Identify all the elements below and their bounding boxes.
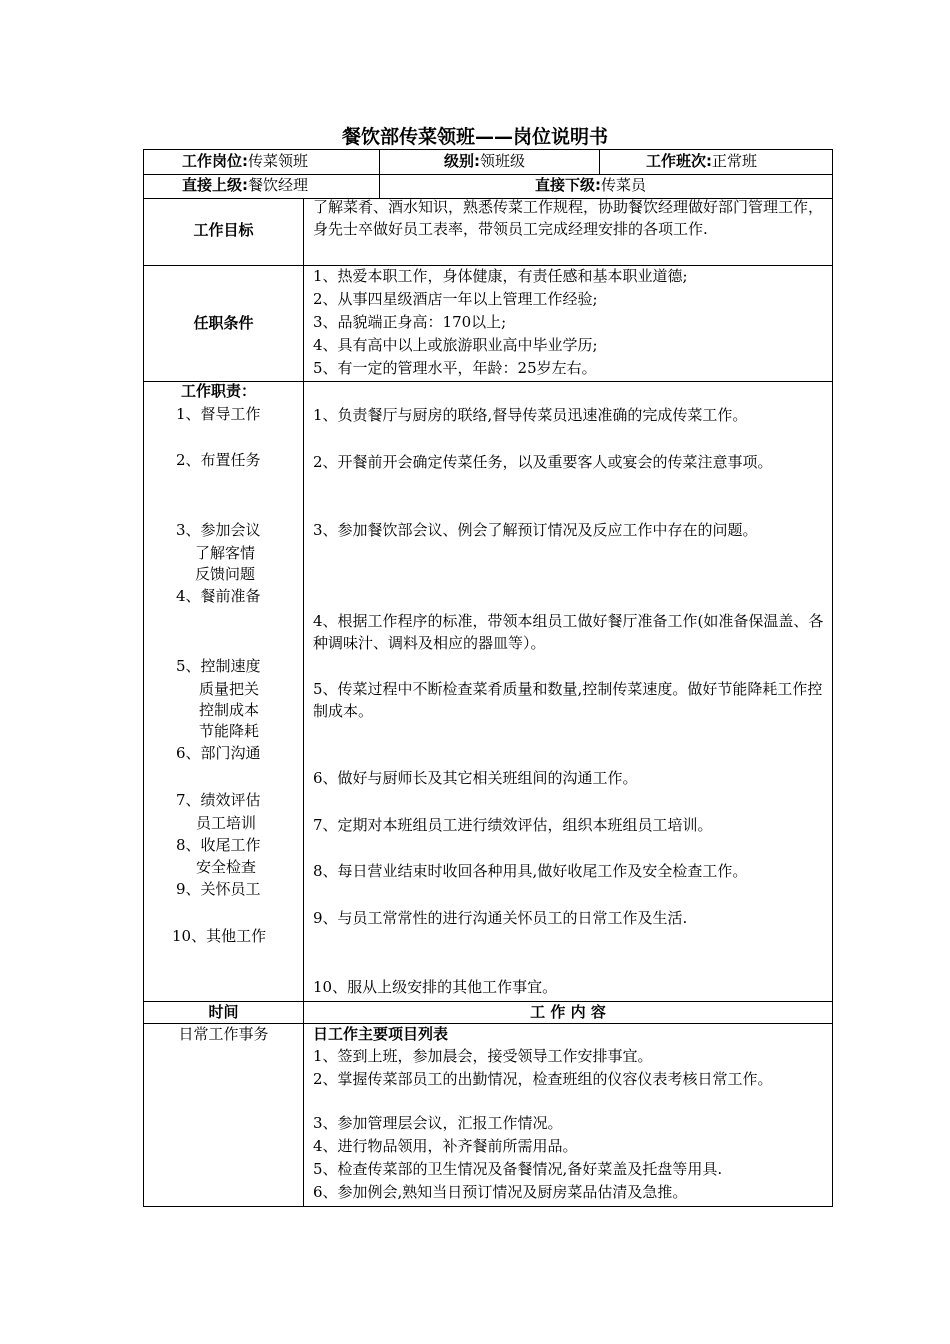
content-header: 工 作 内 容	[530, 1003, 606, 1021]
duty-right-item: 2、开餐前开会确定传菜任务，以及重要客人或宴会的传菜注意事项。	[313, 453, 773, 471]
duty-left-item: 了解客情	[195, 544, 256, 562]
duty-right-item: 10、服从上级安排的其他工作事宜。	[313, 978, 558, 996]
shift-label: 工作班次:	[646, 152, 712, 170]
duty-right-item: 6、做好与厨师长及其它相关班组间的沟通工作。	[313, 769, 638, 787]
duty-left-item: 8、收尾工作	[176, 836, 261, 854]
goal-label: 工作目标	[193, 221, 254, 239]
position-value: 传菜领班	[248, 152, 309, 170]
duty-left-item: 员工培训	[196, 814, 257, 832]
level-field	[444, 150, 525, 172]
duty-left-item: 6、部门沟通	[176, 744, 261, 762]
duty-right-item: 9、与员工常常性的进行沟通关怀员工的日常工作及生活.	[313, 909, 688, 927]
daily-item: 1、签到上班，参加晨会，接受领导工作安排事宜。	[313, 1047, 653, 1065]
position-label: 工作岗位:	[182, 152, 248, 170]
position-field	[182, 150, 308, 172]
duty-left-item: 安全检查	[196, 858, 257, 876]
duty-left-item: 7、绩效评估	[176, 791, 261, 809]
daily-item: 2、掌握传菜部员工的出勤情况，检查班组的仪容仪表考核日常工作。	[313, 1070, 773, 1088]
daily-item: 6、参加例会,熟知当日预订情况及厨房菜品估清及急推。	[313, 1183, 688, 1201]
duty-left-item: 质量把关	[199, 680, 260, 698]
duty-left-item: 节能降耗	[199, 722, 260, 740]
requirement-item: 3、品貌端正身高：170以上;	[313, 313, 507, 331]
duty-right-item: 4、根据工作程序的标准，带领本组员工做好餐厅准备工作(如准备保温盖、各种调味汁、调料及相应的器皿等）。	[313, 612, 824, 652]
subordinate-field	[535, 174, 646, 196]
duties-header: 工作职责：	[181, 382, 257, 400]
duty-left-item: 10、其他工作	[172, 927, 267, 945]
requirement-item: 1、热爱本职工作，身体健康，有责任感和基本职业道德;	[313, 267, 688, 285]
requirement-item: 5、有一定的管理水平，年龄：25岁左右。	[313, 359, 597, 377]
requirement-item: 4、具有高中以上或旅游职业高中毕业学历;	[313, 336, 598, 354]
superior-value: 餐饮经理	[248, 176, 309, 194]
duty-right-item: 5、传菜过程中不断检查菜肴质量和数量,控制传菜速度。做好节能降耗工作控制成本。	[313, 680, 823, 720]
subordinate-value: 传菜员	[601, 176, 647, 194]
duty-left-item: 2、布置任务	[176, 451, 261, 469]
duty-left-item: 3、参加会议	[176, 521, 261, 539]
shift-value: 正常班	[712, 152, 758, 170]
level-value: 领班级	[480, 152, 526, 170]
level-label: 级别:	[444, 152, 480, 170]
duty-left-item: 1、督导工作	[176, 405, 261, 423]
daily-list-title: 日工作主要项目列表	[313, 1025, 449, 1043]
goal-text: 了解菜肴、酒水知识，熟悉传菜工作规程，协助餐饮经理做好部门管理工作，身先士卒做好员工表率，带领员工完成经理安排的各项工作.	[313, 198, 824, 238]
time-value: 日常工作事务	[178, 1025, 269, 1043]
time-header: 时间	[208, 1003, 239, 1021]
shift-field	[646, 150, 757, 172]
duty-right-item: 1、负责餐厅与厨房的联络,督导传菜员迅速准确的完成传菜工作。	[313, 406, 748, 424]
duty-left-item: 9、关怀员工	[176, 880, 261, 898]
superior-label: 直接上级:	[182, 176, 248, 194]
duty-left-item: 反馈问题	[195, 565, 256, 583]
duty-left-item: 4、餐前准备	[176, 587, 261, 605]
daily-item: 3、参加管理层会议，汇报工作情况。	[313, 1114, 563, 1132]
daily-item: 4、进行物品领用，补齐餐前所需用品。	[313, 1137, 578, 1155]
duty-left-item: 5、控制速度	[176, 657, 261, 675]
duty-right-item: 7、定期对本班组员工进行绩效评估，组织本班组员工培训。	[313, 816, 713, 834]
requirement-item: 2、从事四星级酒店一年以上管理工作经验;	[313, 290, 598, 308]
requirements-label: 任职条件	[193, 314, 254, 332]
daily-item: 5、检查传菜部的卫生情况及备餐情况,备好菜盖及托盘等用具.	[313, 1160, 723, 1178]
duty-right-item: 8、每日营业结束时收回各种用具,做好收尾工作及安全检查工作。	[313, 862, 748, 880]
subordinate-label: 直接下级:	[535, 176, 601, 194]
time-value-cell	[143, 1023, 304, 1207]
superior-field	[182, 174, 308, 196]
page-title: 餐饮部传菜领班——岗位说明书	[341, 126, 608, 148]
duty-left-item: 控制成本	[199, 701, 260, 719]
duty-right-item: 3、参加餐饮部会议、例会了解预订情况及反应工作中存在的问题。	[313, 521, 758, 539]
